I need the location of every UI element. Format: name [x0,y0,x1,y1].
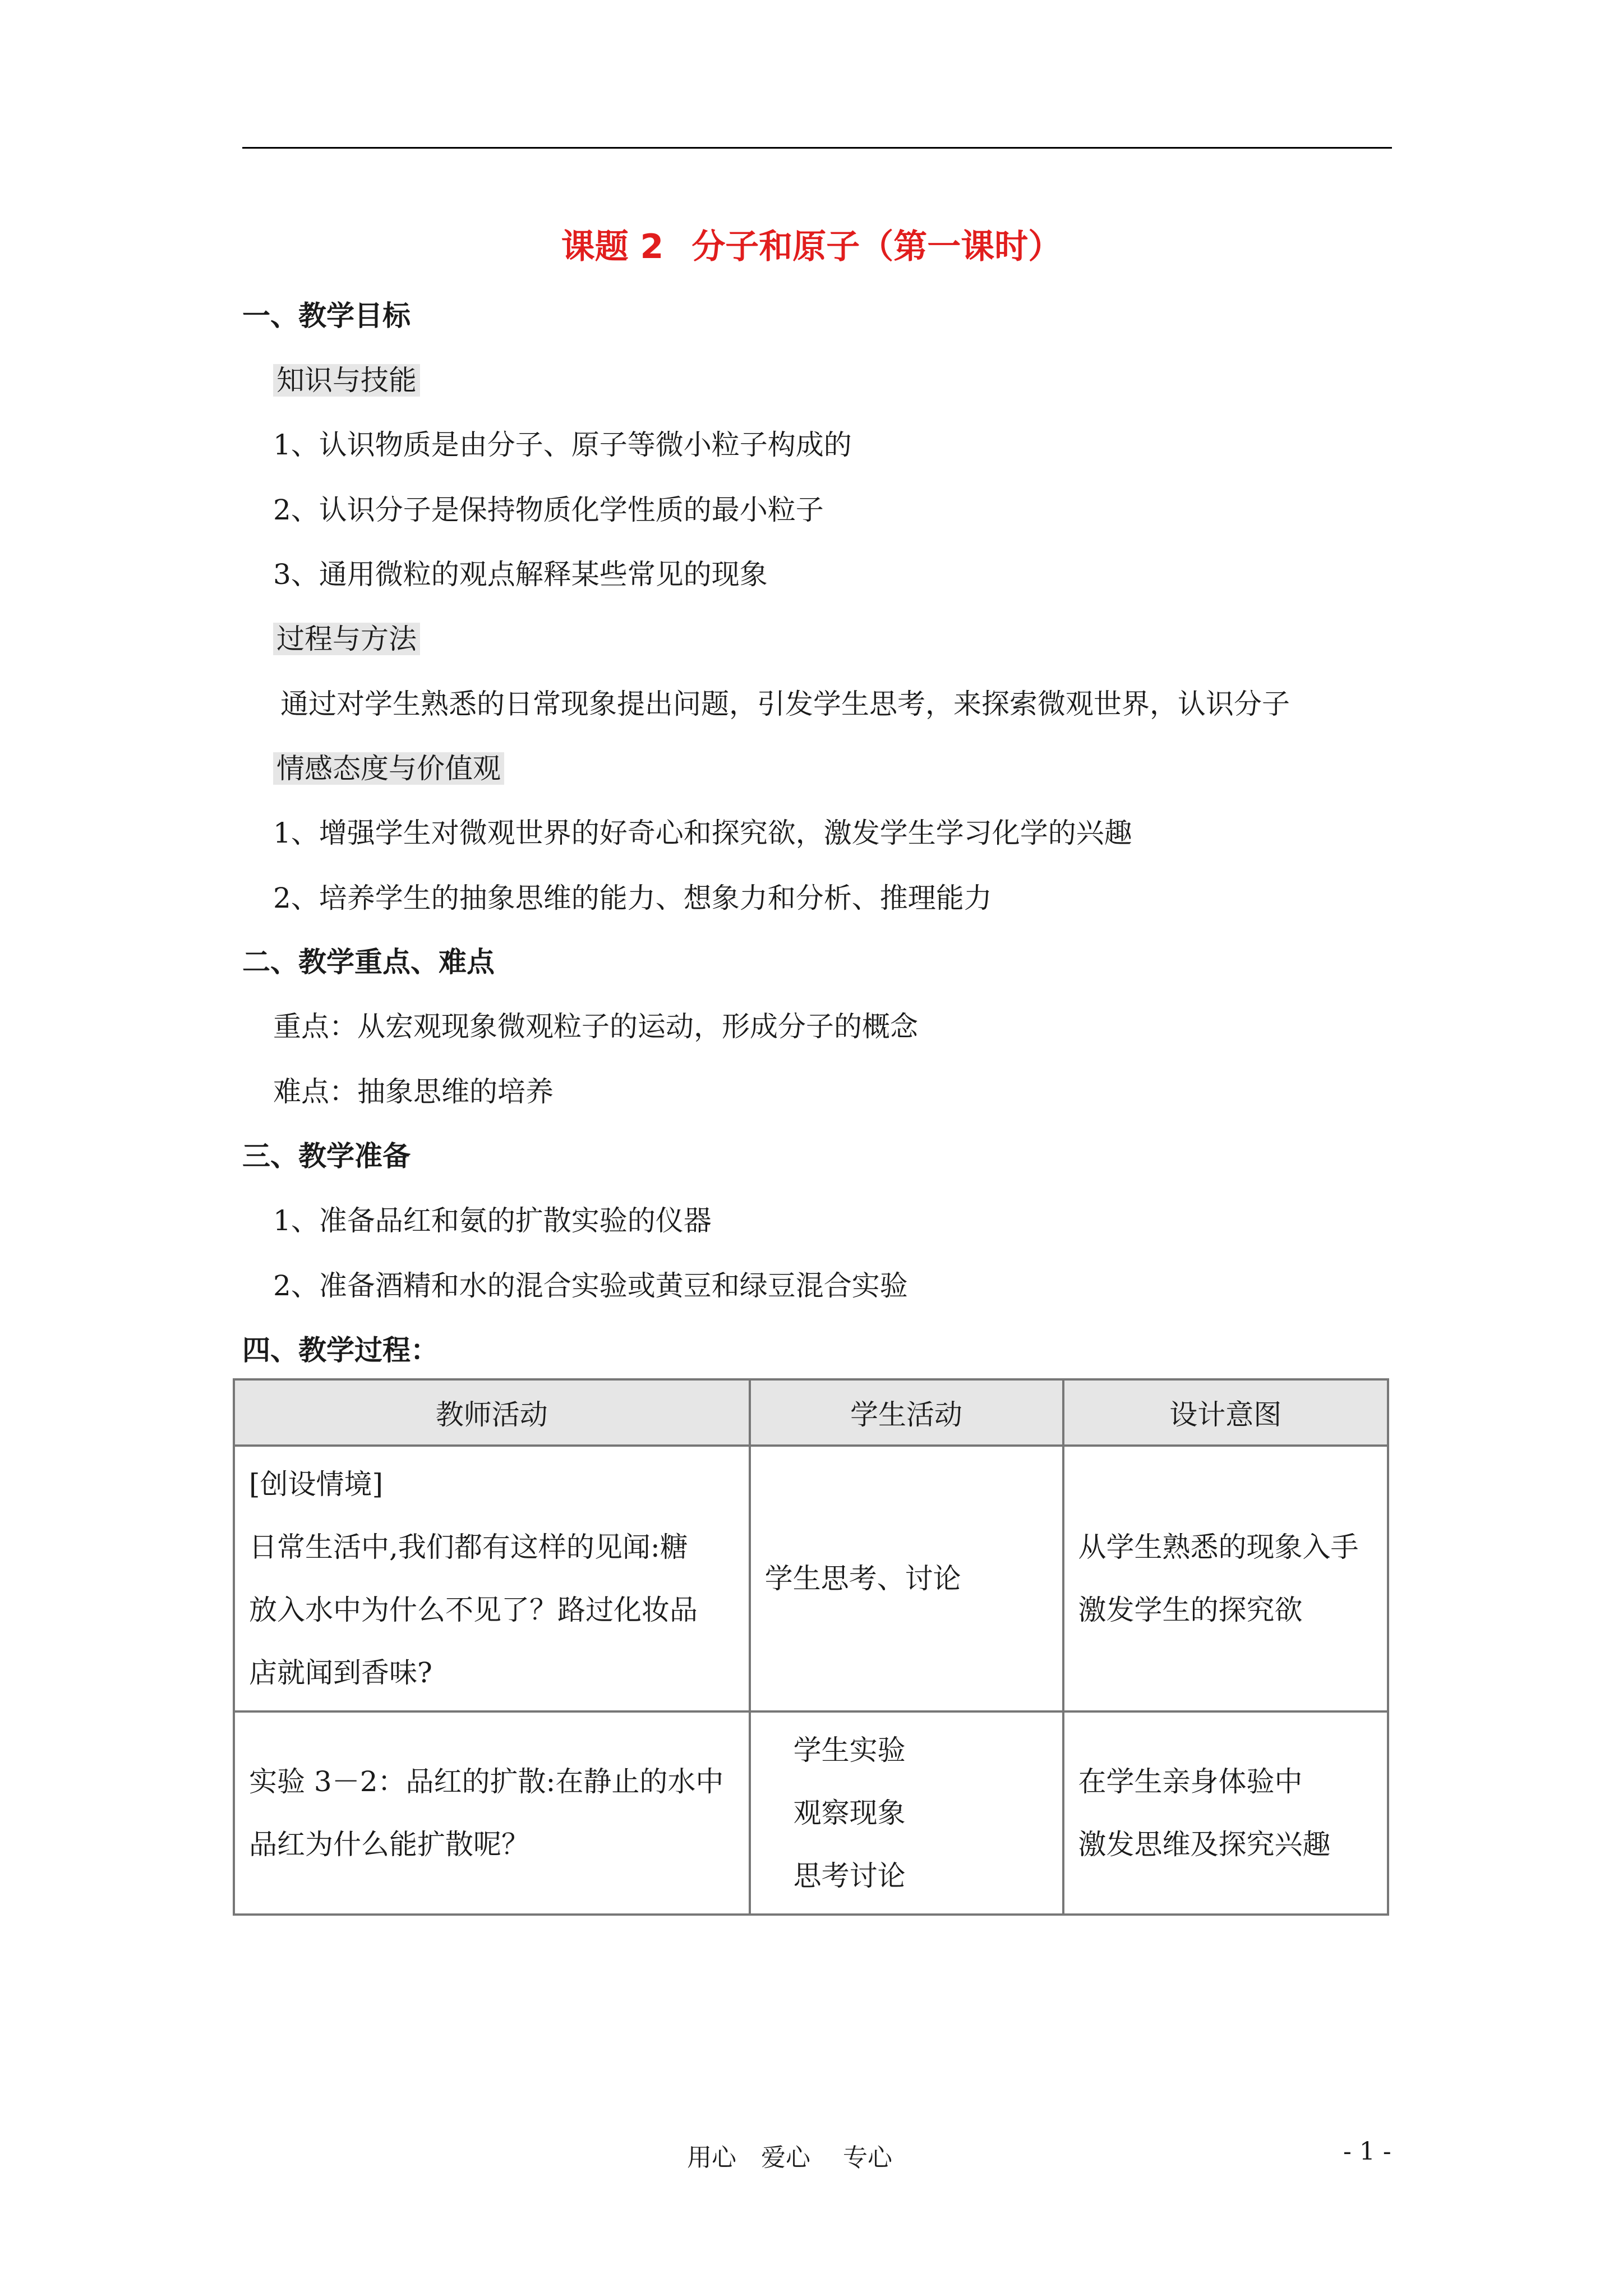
cell-line: 从学生熟悉的现象入手 [1078,1531,1359,1563]
subheading-attitude: 情感态度与价值观 [273,752,504,785]
cell-line: 观察现象 [793,1797,906,1829]
cell-line: 品红为什么能扩散呢？ [249,1828,529,1861]
section-heading-process: 四、教学过程： [242,1334,439,1366]
cell-line: 在学生亲身体验中 [1078,1765,1303,1798]
cell-line: 激发学生的探究欲 [1078,1594,1303,1626]
section-heading-preparation: 三、教学准备 [242,1140,411,1172]
cell-line: 激发思维及探究兴趣 [1078,1828,1331,1861]
cell-line: 学生实验 [793,1734,906,1766]
table-row [234,1446,1388,1711]
cell-line: 放入水中为什么不见了？路过化妆品 [249,1594,698,1626]
attitude-item: 2、培养学生的抽象思维的能力、想象力和分析、推理能力 [273,882,992,914]
table-row [234,1711,1388,1915]
student-activity-cell [750,1446,1063,1711]
objective-item: 3、通用微粒的观点解释某些常见的现象 [273,558,768,591]
preparation-item: 1、准备品红和氨的扩散实验的仪器 [273,1204,712,1237]
key-point: 重点：从宏观现象微观粒子的运动，形成分子的概念 [273,1010,918,1043]
column-header: 设计意图 [1063,1379,1389,1446]
attitude-item: 1、增强学生对微观世界的好奇心和探究欲，激发学生学习化学的兴趣 [273,817,1132,849]
cell-line: 实验 3－2：品红的扩散:在静止的水中 [249,1765,724,1798]
process-text: 通过对学生熟悉的日常现象提出问题，引发学生思考，来探索微观世界，认识分子 [280,688,1290,720]
subheading-process: 过程与方法 [273,623,420,655]
section-heading-key-points: 二、教学重点、难点 [242,946,495,978]
objective-item: 2、认识分子是保持物质化学性质的最小粒子 [273,494,824,526]
cell-line: 学生思考、讨论 [764,1562,961,1595]
cell-line: [创设情境] [249,1468,384,1501]
subheading-knowledge: 知识与技能 [273,364,420,397]
footer-motto: 用心 爱心 专心 [687,2143,892,2172]
cell-line: 日常生活中,我们都有这样的见闻:糖 [249,1531,688,1563]
teacher-activity-cell [234,1446,750,1711]
page-title [0,220,1623,265]
student-activity-cell [750,1711,1063,1915]
objective-item: 1、认识物质是由分子、原子等微小粒子构成的 [273,429,852,461]
cell-line: 店就闻到香味? [249,1657,432,1689]
title-lesson-name: 分子和原子（第一课时） [691,227,1062,266]
title-lesson-number: 课题 2 [561,227,664,266]
teacher-activity-cell [234,1711,750,1915]
section-heading-objectives: 一、教学目标 [242,300,411,332]
page-number: - 1 - [1343,2137,1391,2166]
difficulty-point: 难点：抽象思维的培养 [273,1075,554,1108]
table-header-row [234,1379,1388,1446]
column-header: 教师活动 [234,1379,750,1446]
teaching-process-table [233,1378,1389,1916]
design-intent-cell [1063,1446,1389,1711]
preparation-item: 2、准备酒精和水的混合实验或黄豆和绿豆混合实验 [273,1269,908,1302]
cell-line: 思考讨论 [793,1860,906,1892]
design-intent-cell [1063,1711,1389,1915]
header-rule [242,147,1392,149]
column-header: 学生活动 [750,1379,1063,1446]
